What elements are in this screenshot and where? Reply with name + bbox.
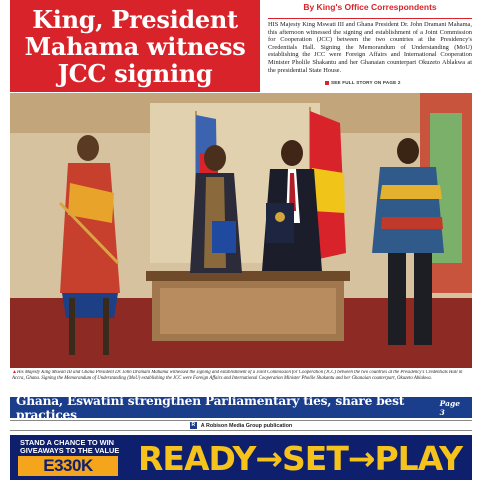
related-story-title: Ghana, Eswatini strengthen Parliamentary ties, share best practices bbox=[16, 393, 405, 422]
signing-table-panel bbox=[160, 288, 336, 334]
related-story-page: Page 3 bbox=[439, 398, 460, 417]
byline: By King's Office Correspondents bbox=[303, 2, 437, 12]
headline-box bbox=[10, 0, 260, 92]
person-minister-head bbox=[281, 140, 303, 166]
headline-line-1: King, President bbox=[32, 4, 238, 34]
person-president-kente-stripe bbox=[380, 185, 442, 199]
see-full-story-link[interactable] bbox=[325, 80, 445, 85]
person-woman-head bbox=[204, 145, 226, 171]
person-president-kente bbox=[372, 167, 444, 253]
lead-photo bbox=[10, 93, 472, 368]
ad-slogan: READY→SET→PLAY bbox=[138, 438, 462, 478]
ad-tagline-line-1: STAND A CHANCE TO WIN bbox=[20, 438, 115, 447]
headline-line-2: Mahama witness bbox=[24, 31, 246, 61]
lead-photo-illustration bbox=[10, 93, 472, 368]
related-story-strip[interactable] bbox=[10, 393, 472, 422]
headline-line-3: JCC signing bbox=[57, 58, 213, 88]
mou-folder-left bbox=[212, 221, 236, 253]
caption-triangle-icon: ▲ bbox=[12, 370, 17, 375]
ad-prize-amount: E330K bbox=[18, 456, 118, 476]
publisher-logo-icon: R bbox=[191, 422, 196, 428]
flag-ghana-gold bbox=[312, 168, 345, 213]
bullet-square-icon bbox=[325, 81, 329, 85]
publication-label: A Robison Media Group publication bbox=[200, 422, 293, 429]
person-king-head bbox=[77, 135, 99, 161]
photo-caption-text: His Majesty King Mswati III and Ghana President Dr. John Dramani Mahama witnessed the signing and establishment of a Joint Commission for Cooperation (JCC) between the two countries at the Presidency's Credentials Hall in Accra, Ghana. Signing the Memorandum of Understanding (MoU) establishing the JCC were Foreign Affairs and International Cooperation Minister Pholile Shakantu and her Ghanaian counterpart, Okuzeto Ablakwa. bbox=[12, 370, 463, 381]
story-summary: HIS Majesty King Mswati III and Ghana President Dr. John Dramani Mahama, this afternoon witnessed the signing and establishment of a Joint Commission for Cooperation (JCC) between the two countries at the Presidency's Credentials Hall. Signing the Memorandum of Understanding (MoU) establishing the JCC were Foreign Affairs and International Cooperation Minister Pholile Shakantu and her Ghanaian counterpart Okuzeto Ablakwa at the presidential State House. bbox=[268, 18, 472, 84]
mou-folder-right bbox=[266, 203, 294, 243]
person-president-head bbox=[397, 138, 419, 164]
publication-line bbox=[10, 420, 472, 431]
person-president-kente-stripe-2 bbox=[381, 217, 443, 229]
see-full-story-label: SEE FULL STORY ON PAGE 2 bbox=[331, 80, 401, 85]
signing-table-top bbox=[146, 271, 350, 281]
folder-emblem bbox=[275, 212, 285, 222]
person-president-leg-left bbox=[388, 253, 406, 345]
ad-tagline-line-2: GIVEAWAYS TO THE VALUE bbox=[20, 446, 120, 456]
person-president-leg-right bbox=[414, 253, 432, 345]
photo-caption bbox=[12, 370, 470, 394]
person-king-robe bbox=[60, 163, 120, 293]
promo-banner-ad[interactable] bbox=[10, 435, 472, 480]
